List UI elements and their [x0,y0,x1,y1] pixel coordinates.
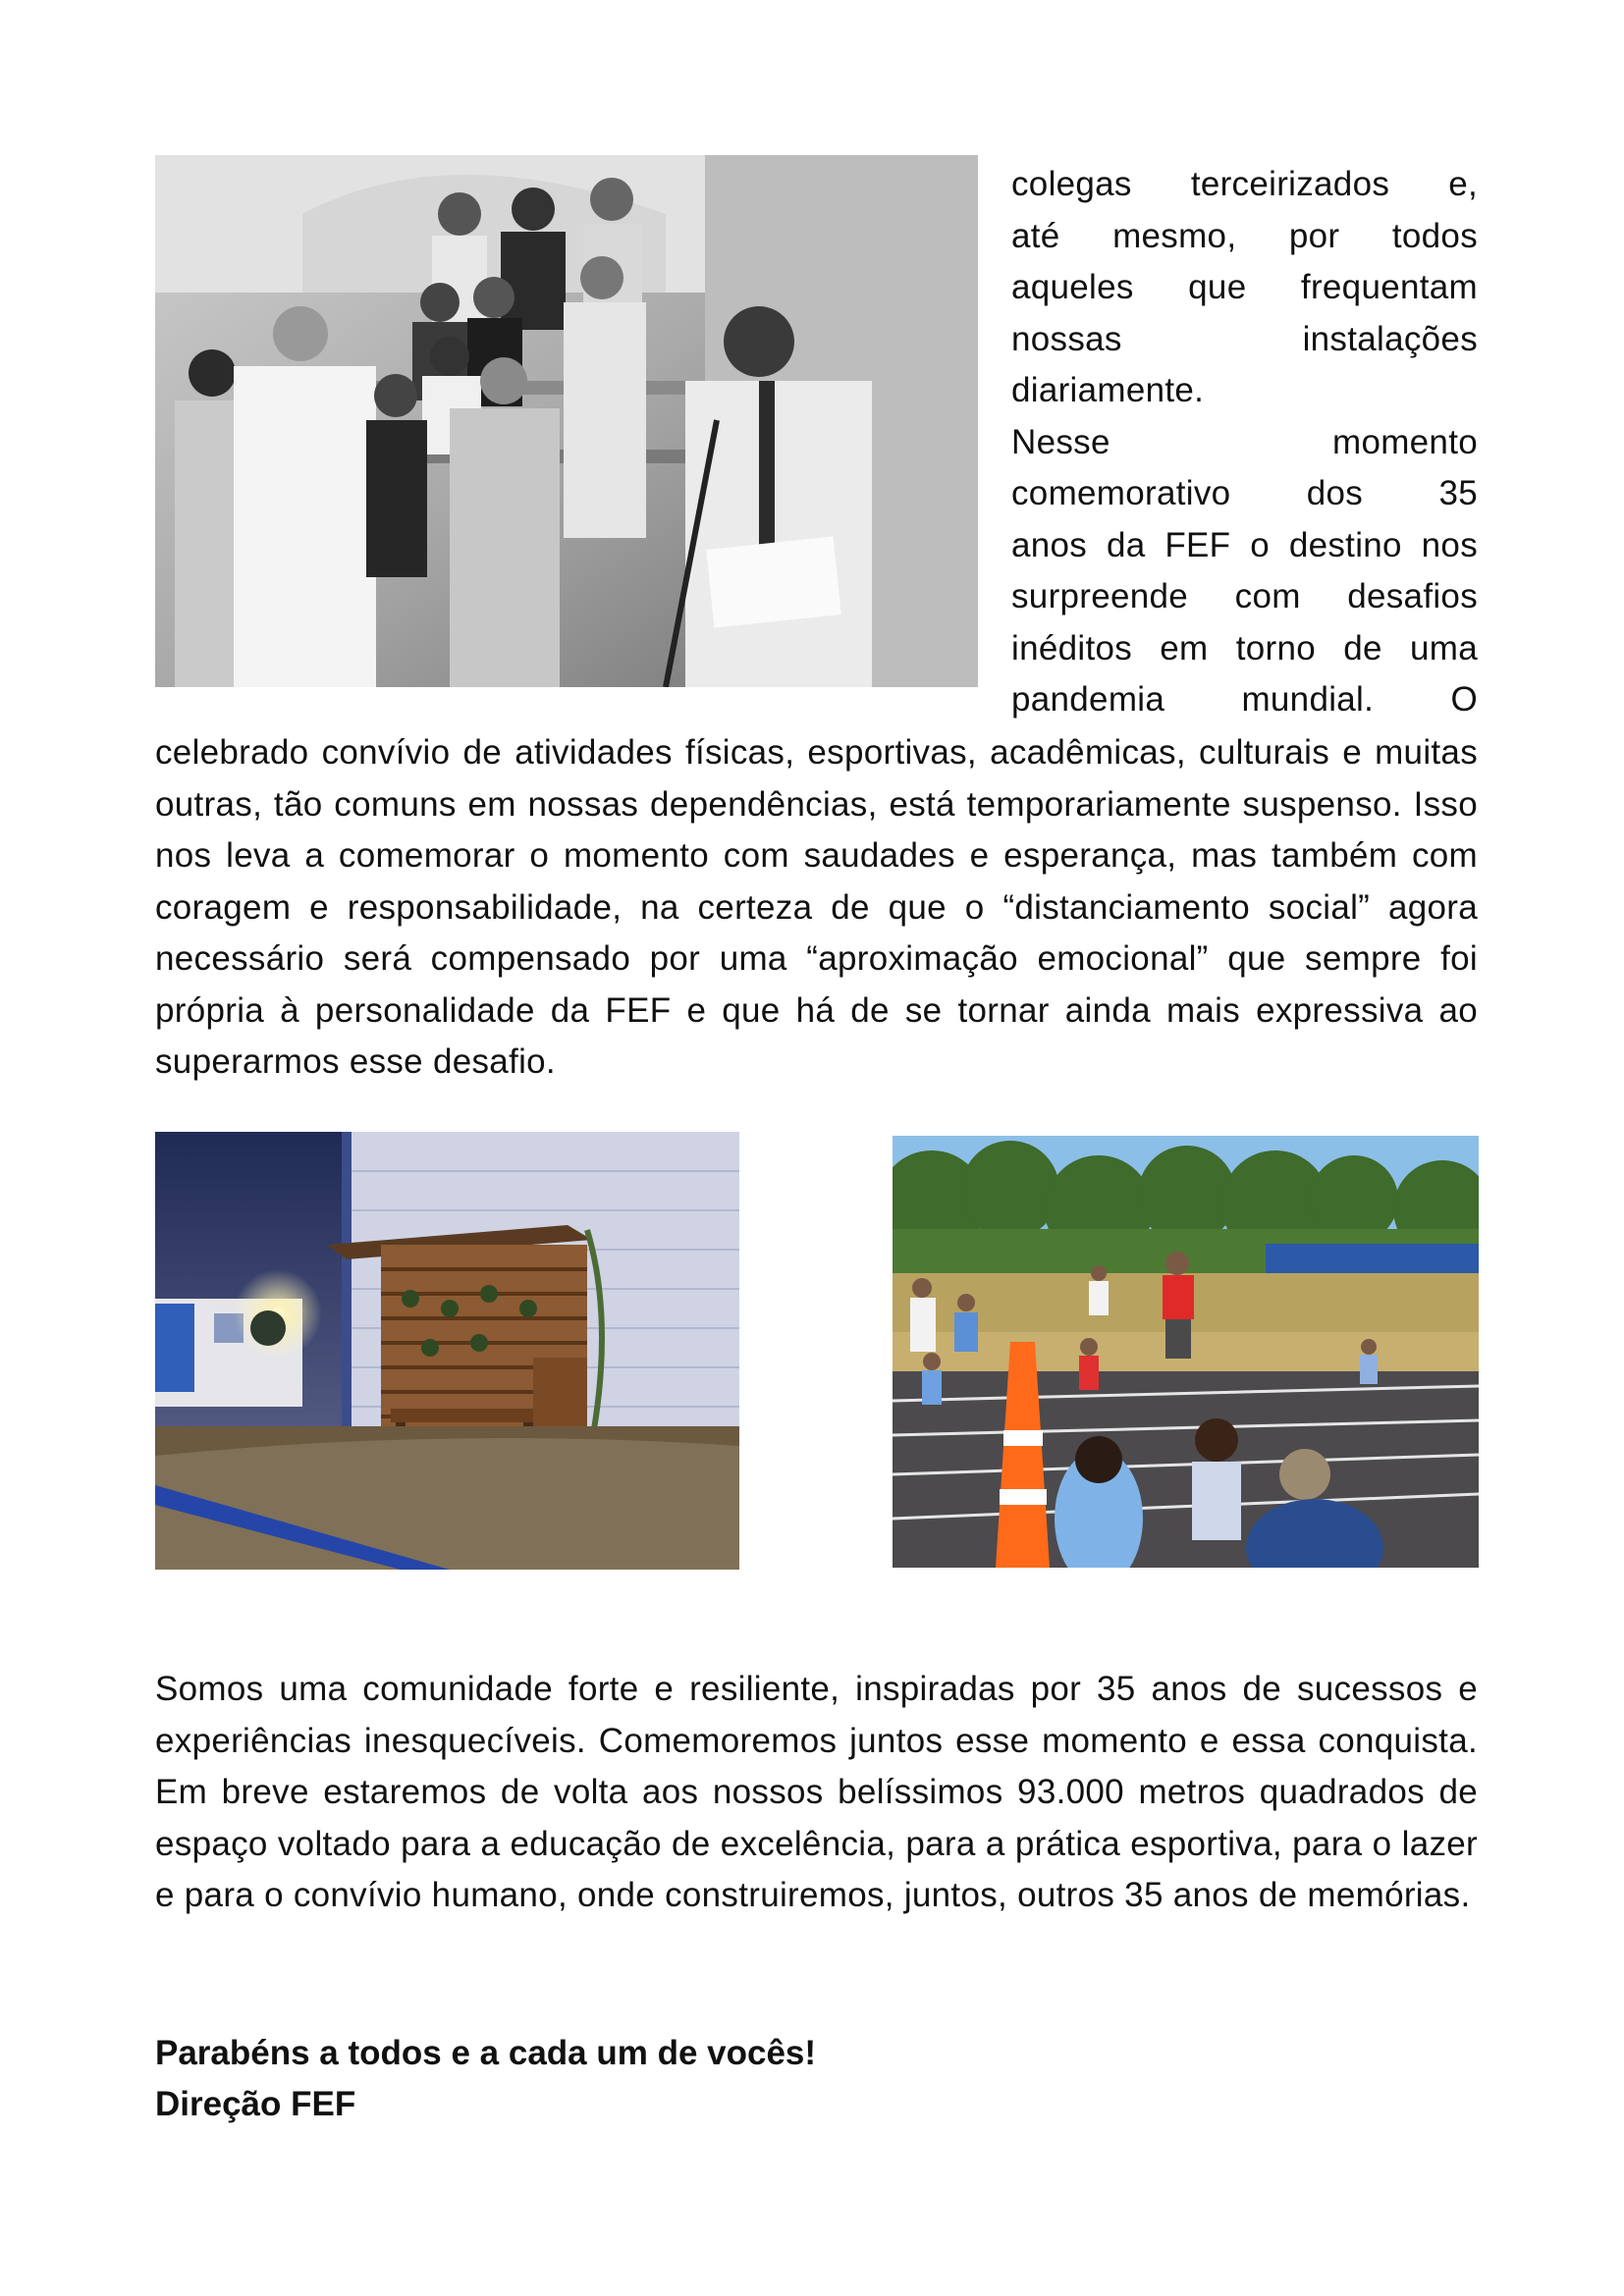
column-line: até mesmo, por todos [1011,216,1478,255]
column-line: inéditos em torno de uma [1011,628,1478,667]
ceremony-photo [155,155,978,687]
column-line: aqueles que frequentam [1011,268,1478,306]
column-line: surpreende com desafios [1011,577,1478,615]
greeting: Parabéns a todos e a cada um de vocês! [155,2034,817,2072]
garden-bench-photo [155,1132,739,1570]
closing-block [155,2028,816,2130]
paragraph-continuation: celebrado convívio de atividades físicas, esportivas, acadêmicas, culturais e muitas outras, tão comuns em nossas dependências, está temporariamente suspenso. Isso nos leva a comemorar o momento com saudades e esperança, mas também com coragem e responsabilidade, na certeza de que o “distanciamento social” agora necessário será compensado por uma “aproximação emocional” que sempre foi própria à personalidade da FEF e que há de se tornar ainda mais expressiva ao superarmos esse desafio. [155,733,1478,1081]
column-line: comemorativo dos 35 [1011,474,1478,512]
column-line: nossas instalações [1011,319,1478,358]
column-line: diariamente. [1011,371,1205,409]
column-line: anos da FEF o destino nos [1011,525,1478,564]
column-line: colegas terceirizados e, [1011,165,1478,203]
column-text [1011,159,1478,726]
column-line: Nesse momento [1011,422,1478,461]
closing-paragraph: Somos uma comunidade forte e resiliente, inspiradas por 35 anos de sucessos e experiências inesquecíveis. Comemoremos juntos esse momento e essa conquista. Em breve estaremos de volta aos nossos belíssimos 93.000 metros quadrados de espaço voltado para a educação de excelência, para a prática esportiva, para o lazer e para o convívio humano, onde construiremos, juntos, outros 35 anos de memórias. [155,1670,1478,1914]
signature: Direção FEF [155,2085,356,2123]
track-event-photo [893,1136,1479,1568]
column-line: pandemia mundial. O [1011,680,1478,719]
